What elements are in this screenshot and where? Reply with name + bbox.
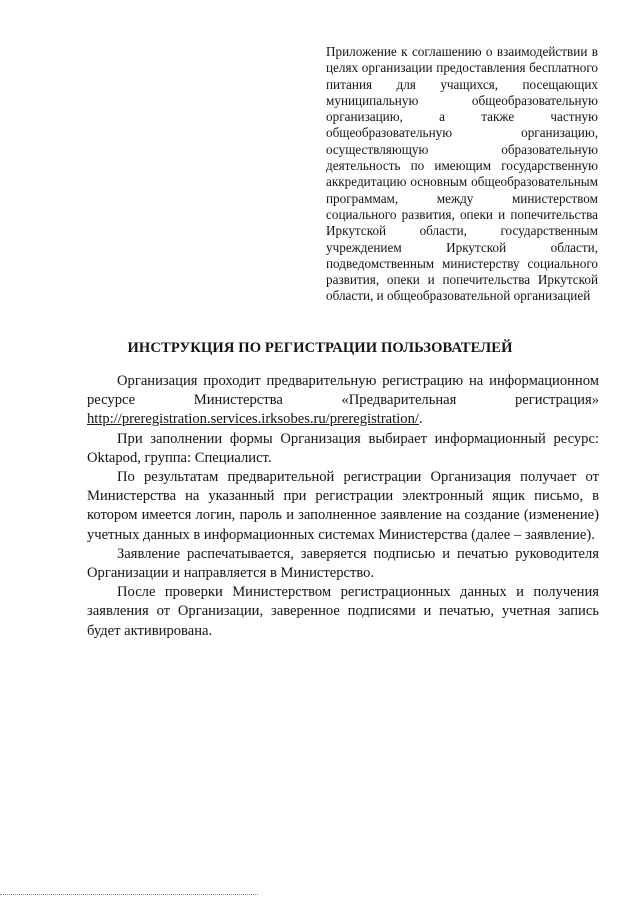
paragraph-results: По результатам предварительной регистрации Организация получает от Министерства на указанный при регистрации электронный ящик письмо, в котором имеется логин, пароль и заполненное заявление на создание (изменение) учетных данных в информационных системах Министерства (далее – заявление).: [87, 469, 599, 543]
paragraph-application: Заявление распечатывается, заверяется подписью и печатью руководителя Организации и направляется в Министерство.: [87, 545, 599, 582]
document-body: [87, 372, 599, 641]
page-title: ИНСТРУКЦИЯ ПО РЕГИСТРАЦИИ ПОЛЬЗОВАТЕЛЕЙ: [127, 340, 513, 356]
paragraph-form: При заполнении формы Организация выбирает информационный ресурс: Oktapod, группа: Специалист.: [87, 430, 599, 466]
paragraph-registration: [87, 372, 599, 430]
paragraph-registration-text: Организация проходит предварительную регистрацию на информационном ресурсе Министерства «Предварительная регистрация»: [87, 373, 599, 409]
paragraph-registration-end: .: [418, 411, 423, 428]
appendix-header: Приложение к соглашению о взаимодействии в целях организации предоставления бесплатного питания для учащихся, посещающих муниципальную общеобразовательную организацию, а также частную общеобразовательную организацию, осуществляющую образовательную деятельность по имеющим государственную аккредитацию основным общеобразовательным программам, между министерством социального развития, опеки и попечительства Иркутской области, государственным учреждением Иркутской области, подведомственным министерству социального развития, опеки и попечительства Иркутской области, и общеобразовательной организацией: [326, 44, 598, 304]
paragraph-activation: После проверки Министерством регистрационных данных и получения заявления от Организации, заверенное подписями и печатью, учетная запись будет активирована.: [87, 584, 599, 639]
footer-divider: [0, 894, 258, 895]
preregistration-link[interactable]: http://preregistration.services.irksobes.ru/preregistration/: [87, 411, 419, 428]
